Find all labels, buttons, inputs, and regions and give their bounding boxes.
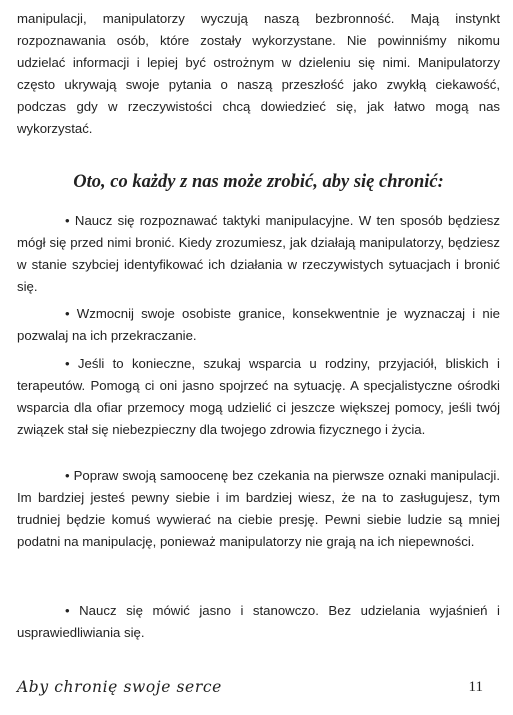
list-item: • Jeśli to konieczne, szukaj wsparcia u rodziny, przyjaciół, bliskich i terapeutów. Pomogą ci oni jasno spojrzeć na sytuację. A specjalistyczne ośrodki wsparcia dla ofiar przemocy mogą udzielić ci jeszcze większej pomocy, jeśli twój związek stał się niebezpieczny dla twojego zdrowia fizycznego i życia. <box>17 356 500 437</box>
list-item: • Popraw swoją samoocenę bez czekania na pierwsze oznaki manipulacji. Im bardziej jesteś pewny siebie i im bardziej wiesz, że na to zasługujesz, tym trudniej będzie komuś wywierać na ciebie presję. Pewni siebie ludzie są mniej podatni na manipulację, ponieważ manipulatorzy nie grają na ich niepewności. <box>17 468 500 549</box>
page-number: 11 <box>468 679 483 695</box>
section-heading: Oto, co każdy z nas może zrobić, aby się chronić: <box>73 172 444 192</box>
list-item: • Naucz się rozpoznawać taktyki manipulacyjne. W ten sposób będziesz mógł się przed nimi bronić. Kiedy zrozumiesz, jak działają manipulatorzy, będziesz w stanie szybciej identyfikować ich działania w rzeczywistych sytuacjach i bronić się. <box>17 213 500 294</box>
list-item: • Wzmocnij swoje osobiste granice, konsekwentnie je wyznaczaj i nie pozwalaj na ich przekraczanie. <box>17 306 500 343</box>
list-item: • Naucz się mówić jasno i stanowczo. Bez udzielania wyjaśnień i usprawiedliwiania się. <box>17 603 500 640</box>
footer-book-title: Aby chronię swoje serce <box>17 678 222 696</box>
intro-paragraph: manipulacji, manipulatorzy wyczują naszą bezbronność. Mają instynkt rozpoznawania osób, które zostały wykorzystane. Nie powinniśmy nikomu udzielać informacji i lepiej być ostrożnym w dzieleniu się nimi. Manipulatorzy często ukrywają swoje pytania o naszą przeszłość jako zwykłą ciekawość, podczas gdy w rzeczywistości chcą dowiedzieć się, jak łatwo mogą nas wykorzystać. <box>17 11 500 136</box>
